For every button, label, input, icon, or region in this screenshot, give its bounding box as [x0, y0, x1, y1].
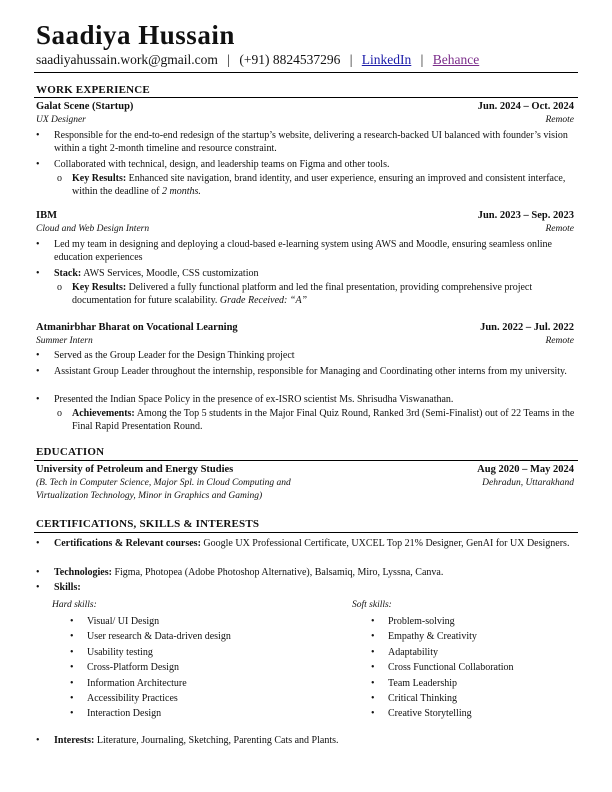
- phone-text: (+91) 8824537296: [239, 52, 341, 67]
- bullet-icon: •: [371, 677, 375, 689]
- job-role: Cloud and Web Design Intern: [36, 224, 150, 234]
- job-location: Remote: [545, 224, 574, 234]
- bullet-icon: •: [36, 735, 40, 746]
- bullet-icon: •: [36, 268, 40, 279]
- list-item: [70, 660, 320, 675]
- bullet-text: Served as the Group Leader for the Design Thinking project: [54, 350, 295, 361]
- bullet-icon: •: [36, 567, 40, 578]
- bullet-icon: •: [36, 366, 40, 377]
- achievements-text: Among the Top 5 students in the Major Final Quiz Round, Ranked 3rd (Semi-Finalist) out of 22 Teams in the Final Rapid Presentation Round.: [72, 408, 575, 432]
- bullet-icon: •: [70, 631, 74, 643]
- bullet-icon: •: [70, 677, 74, 689]
- hard-skill: User research & Data-driven design: [87, 631, 231, 643]
- job-dates: Jun. 2023 – Sep. 2023: [477, 210, 574, 221]
- section-divider: [34, 460, 578, 461]
- list-item: [36, 350, 576, 363]
- list-item: [70, 645, 320, 660]
- job-subheader: [36, 336, 574, 346]
- sub-bullet-icon: o: [57, 173, 62, 184]
- key-results-label: Key Results:: [72, 173, 127, 184]
- hard-skill: Accessibility Practices: [87, 693, 178, 705]
- bullet-icon: •: [36, 394, 40, 405]
- hard-skill: Information Architecture: [87, 677, 187, 689]
- list-item: [70, 691, 320, 706]
- separator: |: [227, 52, 230, 67]
- contact-line: [36, 52, 479, 68]
- key-results-text: Delivered a fully functional platform and led the final presentation, providing comprehensive project documentation for future scalability.: [72, 282, 533, 306]
- email-text: saadiyahussain.work@gmail.com: [36, 52, 218, 67]
- company-name: Atmanirbhar Bharat on Vocational Learning: [36, 322, 238, 333]
- bullet-icon: •: [371, 693, 375, 705]
- bullet-icon: •: [371, 662, 375, 674]
- bullet-icon: •: [36, 239, 40, 250]
- skills-label: Skills:: [54, 582, 81, 593]
- bullet-icon: •: [371, 646, 375, 658]
- soft-skill: Cross Functional Collaboration: [388, 662, 514, 674]
- hard-skill: Cross-Platform Design: [87, 662, 179, 674]
- education-subheader: [36, 478, 574, 488]
- job-subheader: [36, 224, 574, 234]
- soft-skills-list: [371, 614, 591, 722]
- bullet-icon: •: [36, 159, 40, 170]
- separator: |: [420, 52, 424, 67]
- linkedin-link[interactable]: LinkedIn: [361, 52, 412, 67]
- tech-label: Technologies:: [54, 567, 112, 578]
- soft-skills-heading: Soft skills:: [352, 600, 392, 610]
- company-name: Galat Scene (Startup): [36, 101, 134, 112]
- list-item: [36, 159, 576, 172]
- list-item: [371, 629, 591, 644]
- bullet-icon: •: [371, 708, 375, 720]
- key-results-italic: 2 months.: [161, 185, 201, 197]
- behance-link[interactable]: Behance: [432, 52, 480, 67]
- section-divider: [34, 97, 578, 98]
- separator: |: [349, 52, 353, 67]
- education-subheader-2: [36, 491, 574, 501]
- hard-skills-list: [70, 614, 320, 722]
- list-item: [36, 582, 576, 595]
- cert-label: Certifications & Relevant courses:: [54, 538, 201, 549]
- job-header: [36, 101, 574, 112]
- list-item: [70, 629, 320, 644]
- list-item: [54, 282, 576, 307]
- bullet-icon: •: [371, 616, 375, 627]
- bullet-icon: •: [36, 350, 40, 361]
- soft-skill: Creative Storytelling: [388, 708, 472, 720]
- job-dates: Jun. 2024 – Oct. 2024: [477, 101, 574, 112]
- bullet-text: Assistant Group Leader throughout the internship, responsible for Managing and Coordinating other interns from my university.: [54, 366, 567, 377]
- list-item: [36, 268, 576, 281]
- list-item: [36, 735, 576, 748]
- section-divider: [34, 532, 578, 533]
- degree-line-1: (B. Tech in Computer Science, Major Spl. in Cloud Computing and: [36, 478, 291, 488]
- candidate-name: Saadiya Hussain: [36, 20, 235, 50]
- hard-skill: Interaction Design: [87, 708, 162, 720]
- list-item: [371, 691, 591, 706]
- key-results-label: Key Results:: [72, 282, 127, 293]
- bullet-icon: •: [36, 582, 40, 593]
- job-subheader: [36, 115, 574, 125]
- bullet-text: Presented the Indian Space Policy in the presence of ex-ISRO scientist Ms. Shrisudha Viswanathan.: [54, 394, 454, 405]
- list-item: [36, 366, 576, 379]
- list-item: [36, 567, 576, 580]
- degree-line-2: Virtualization Technology, Minor in Graphics and Gaming): [36, 491, 263, 501]
- job-location: Remote: [545, 336, 574, 346]
- list-item: [371, 676, 591, 691]
- stack-text: AWS Services, Moodle, CSS customization: [83, 268, 259, 279]
- hard-skill: Usability testing: [87, 646, 153, 658]
- section-title-certs: CERTIFICATIONS, SKILLS & INTERESTS: [36, 518, 260, 530]
- job-role: Summer Intern: [36, 336, 93, 346]
- soft-skill: Empathy & Creativity: [388, 631, 477, 643]
- hard-skill: Visual/ UI Design: [87, 616, 160, 627]
- section-title-work: WORK EXPERIENCE: [36, 84, 150, 96]
- bullet-icon: •: [36, 538, 40, 549]
- soft-skill: Adaptability: [388, 646, 438, 658]
- sub-bullet-icon: o: [57, 282, 62, 293]
- hard-skills-heading: Hard skills:: [52, 600, 97, 610]
- section-title-education: EDUCATION: [36, 446, 105, 458]
- education-dates: Aug 2020 – May 2024: [477, 464, 574, 475]
- education-location: Dehradun, Uttarakhand: [482, 478, 574, 488]
- list-item: [70, 676, 320, 691]
- list-item: [54, 173, 576, 198]
- soft-skill: Critical Thinking: [388, 693, 457, 705]
- interests-text: Literature, Journaling, Sketching, Parenting Cats and Plants.: [96, 735, 339, 746]
- job-role: UX Designer: [36, 115, 86, 125]
- list-item: [36, 130, 576, 155]
- achievements-label: Achievements:: [72, 408, 135, 419]
- list-item: [54, 408, 576, 433]
- bullet-icon: •: [371, 631, 375, 643]
- bullet-icon: •: [70, 662, 74, 674]
- interests-label: Interests:: [54, 735, 95, 746]
- list-item: [36, 239, 576, 264]
- bullet-icon: •: [36, 130, 40, 141]
- list-item: [371, 645, 591, 660]
- bullet-icon: •: [70, 708, 74, 720]
- bullet-icon: •: [70, 693, 74, 705]
- soft-skill: Team Leadership: [388, 677, 457, 689]
- stack-label: Stack:: [54, 268, 82, 279]
- cert-text: Google UX Professional Certificate, UXCEL Top 21% Designer, GenAI for UX Designers.: [203, 538, 570, 549]
- company-name: IBM: [36, 210, 57, 221]
- bullet-text: Collaborated with technical, design, and leadership teams on Figma and other tools.: [54, 159, 390, 170]
- job-location: Remote: [545, 115, 574, 125]
- list-item: [371, 660, 591, 675]
- list-item: [70, 614, 320, 629]
- list-item: [371, 706, 591, 721]
- key-results-text: Enhanced site navigation, brand identity, and user experience, ensuring an improved and consistent interface, within the deadline of: [72, 173, 566, 197]
- bullet-text: Led my team in designing and deploying a cloud-based e-learning system using AWS and Moodle, ensuring seamless online education experiences: [54, 239, 552, 263]
- job-header: [36, 322, 574, 333]
- job-dates: Jun. 2022 – Jul. 2022: [480, 322, 574, 333]
- soft-skill: Problem-solving: [388, 616, 455, 627]
- bullet-text: Responsible for the end-to-end redesign of the startup’s website, delivering a research-backed UI balanced with founder’s vision within a tight 2-month timeline and resource constraint.: [54, 130, 568, 154]
- tech-text: Figma, Photopea (Adobe Photoshop Alternative), Balsamiq, Miro, Lyssna, Canva.: [114, 567, 444, 578]
- bullet-icon: •: [70, 616, 74, 627]
- school-name: University of Petroleum and Energy Studies: [36, 464, 234, 475]
- bullet-icon: •: [70, 646, 74, 658]
- list-item: [70, 706, 320, 721]
- list-item: [371, 614, 591, 629]
- sub-bullet-icon: o: [57, 408, 62, 419]
- education-header: [36, 464, 574, 475]
- grade-text: Grade Received: “A”: [219, 294, 308, 306]
- header-divider: [34, 72, 578, 73]
- job-header: [36, 210, 574, 221]
- list-item: [36, 394, 576, 407]
- list-item: [36, 538, 576, 551]
